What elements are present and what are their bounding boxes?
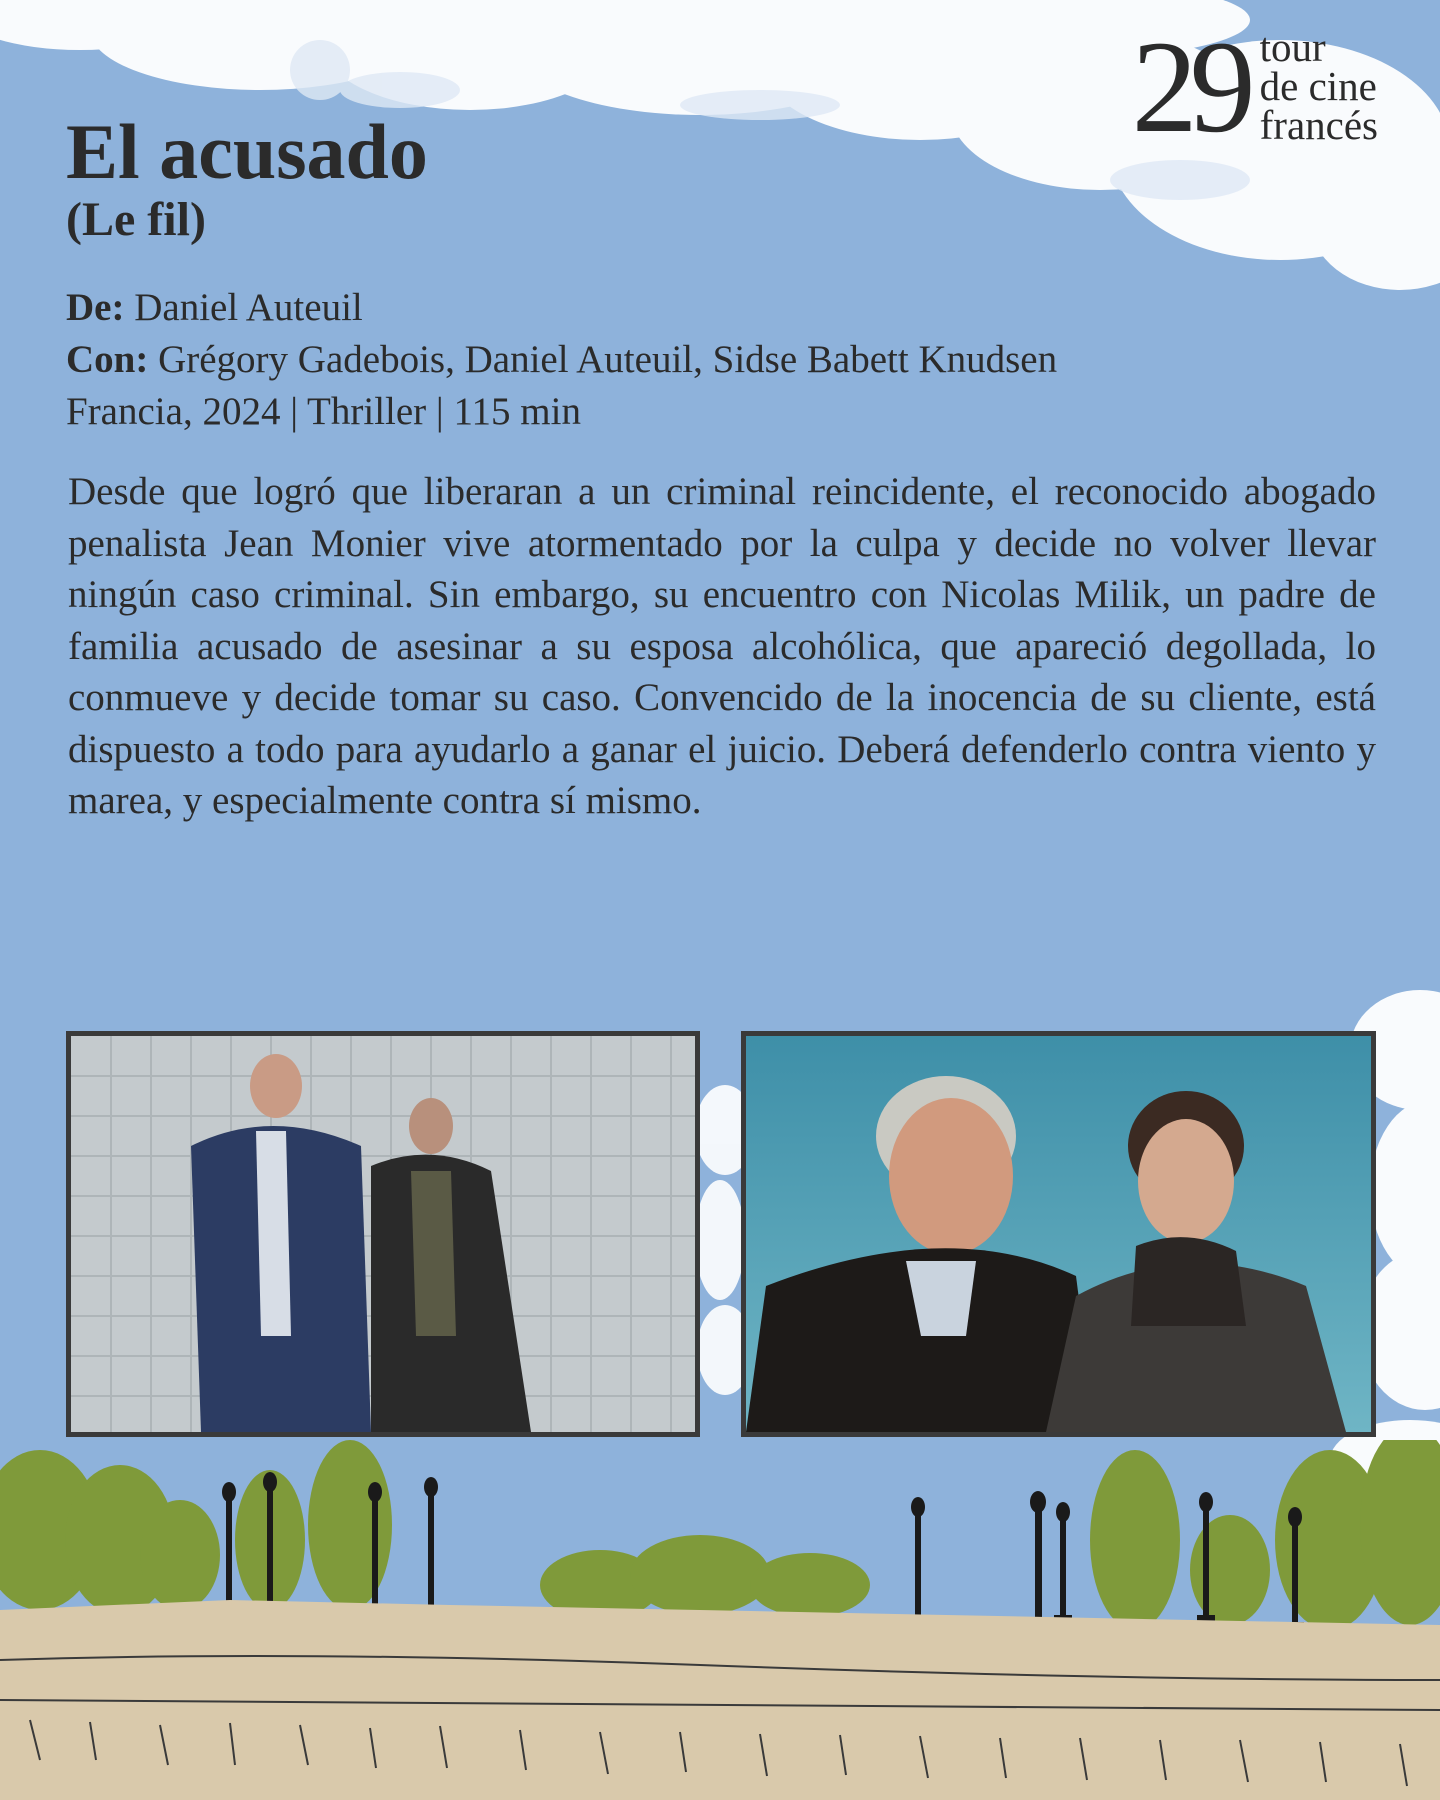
film-info: Francia, 2024 | Thriller | 115 min: [66, 390, 581, 433]
logo-line: francés: [1259, 102, 1378, 148]
film-credits: [66, 282, 1057, 438]
cast-line: [66, 334, 1057, 386]
original-title: (Le fil): [66, 193, 206, 246]
festival-logo: [1131, 13, 1378, 160]
film-still-1-image: [71, 1036, 695, 1432]
director-label: De:: [66, 286, 125, 329]
director-line: [66, 282, 1057, 334]
film-still-2-image: [746, 1036, 1371, 1432]
paris-quay-illustration: [0, 1440, 1440, 1800]
cast-label: Con:: [66, 338, 149, 381]
synopsis: Desde que logró que liberaran a un criminal reincidente, el reconocido abogado penalista Jean Monier vive atormentado por la culpa y decide no volver llevar ningún caso criminal. Sin embargo, su encuentro con Nicolas Milik, un padre de familia acusado de asesinar a su esposa alcohólica, que apareció degollada, lo conmueve y decide tomar su caso. Convencido de la inocencia de su cliente, está dispuesto a todo para ayudarlo a ganar el juicio. Deberá defenderlo contra viento y marea, y especialmente contra sí mismo.: [68, 470, 1376, 822]
film-still-1: [66, 1031, 700, 1437]
stone-wall: [0, 1600, 1440, 1800]
film-title: El acusado: [66, 108, 428, 195]
logo-line: tour: [1259, 24, 1326, 70]
logo-line: de cine: [1259, 63, 1377, 109]
logo-text: [1259, 24, 1378, 148]
director-name: Daniel Auteuil: [134, 286, 363, 329]
cast-names: Grégory Gadebois, Daniel Auteuil, Sidse Babett Knudsen: [158, 338, 1058, 381]
logo-number: 29: [1131, 13, 1248, 160]
film-still-2: [741, 1031, 1376, 1437]
